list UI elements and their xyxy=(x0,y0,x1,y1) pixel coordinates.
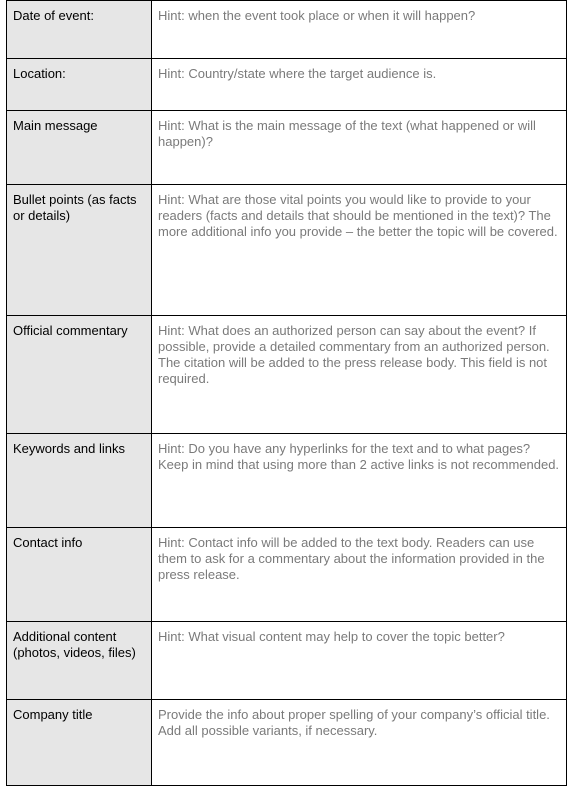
form-row-bullet-points xyxy=(7,185,567,316)
field-hint-input[interactable]: Hint: Do you have any hyperlinks for the text and to what pages? Keep in mind that using more than 2 active links is not recommended. xyxy=(152,434,567,528)
form-row-company-title xyxy=(7,700,567,786)
field-hint-input[interactable]: Hint: Country/state where the target audience is. xyxy=(152,59,567,111)
form-row-keywords-and-links xyxy=(7,434,567,528)
press-release-brief-form xyxy=(6,0,567,786)
field-label: Main message xyxy=(7,111,152,185)
field-hint-input[interactable]: Hint: What visual content may help to cover the topic better? xyxy=(152,622,567,700)
field-hint-input[interactable]: Hint: What does an authorized person can say about the event? If possible, provide a detailed commentary from an authorized person. The citation will be added to the press release body. This field is not required. xyxy=(152,316,567,434)
form-row-contact-info xyxy=(7,528,567,622)
form-row-date-of-event xyxy=(7,1,567,59)
field-label: Keywords and links xyxy=(7,434,152,528)
form-row-official-commentary xyxy=(7,316,567,434)
field-hint-input[interactable]: Hint: What are those vital points you would like to provide to your readers (facts and details that should be mentioned in the text)? The more additional info you provide – the better the topic will be covered. xyxy=(152,185,567,316)
field-label: Company title xyxy=(7,700,152,786)
field-hint-input[interactable]: Hint: What is the main message of the text (what happened or will happen)? xyxy=(152,111,567,185)
field-label: Date of event: xyxy=(7,1,152,59)
field-hint-input[interactable]: Provide the info about proper spelling of your company’s official title. Add all possible variants, if necessary. xyxy=(152,700,567,786)
field-label: Bullet points (as facts or details) xyxy=(7,185,152,316)
form-row-location xyxy=(7,59,567,111)
field-label: Official commentary xyxy=(7,316,152,434)
field-label: Contact info xyxy=(7,528,152,622)
field-label: Additional content (photos, videos, files) xyxy=(7,622,152,700)
form-row-main-message xyxy=(7,111,567,185)
form-row-additional-content xyxy=(7,622,567,700)
field-hint-input[interactable]: Hint: when the event took place or when it will happen? xyxy=(152,1,567,59)
field-label: Location: xyxy=(7,59,152,111)
field-hint-input[interactable]: Hint: Contact info will be added to the text body. Readers can use them to ask for a commentary about the information provided in the press release. xyxy=(152,528,567,622)
